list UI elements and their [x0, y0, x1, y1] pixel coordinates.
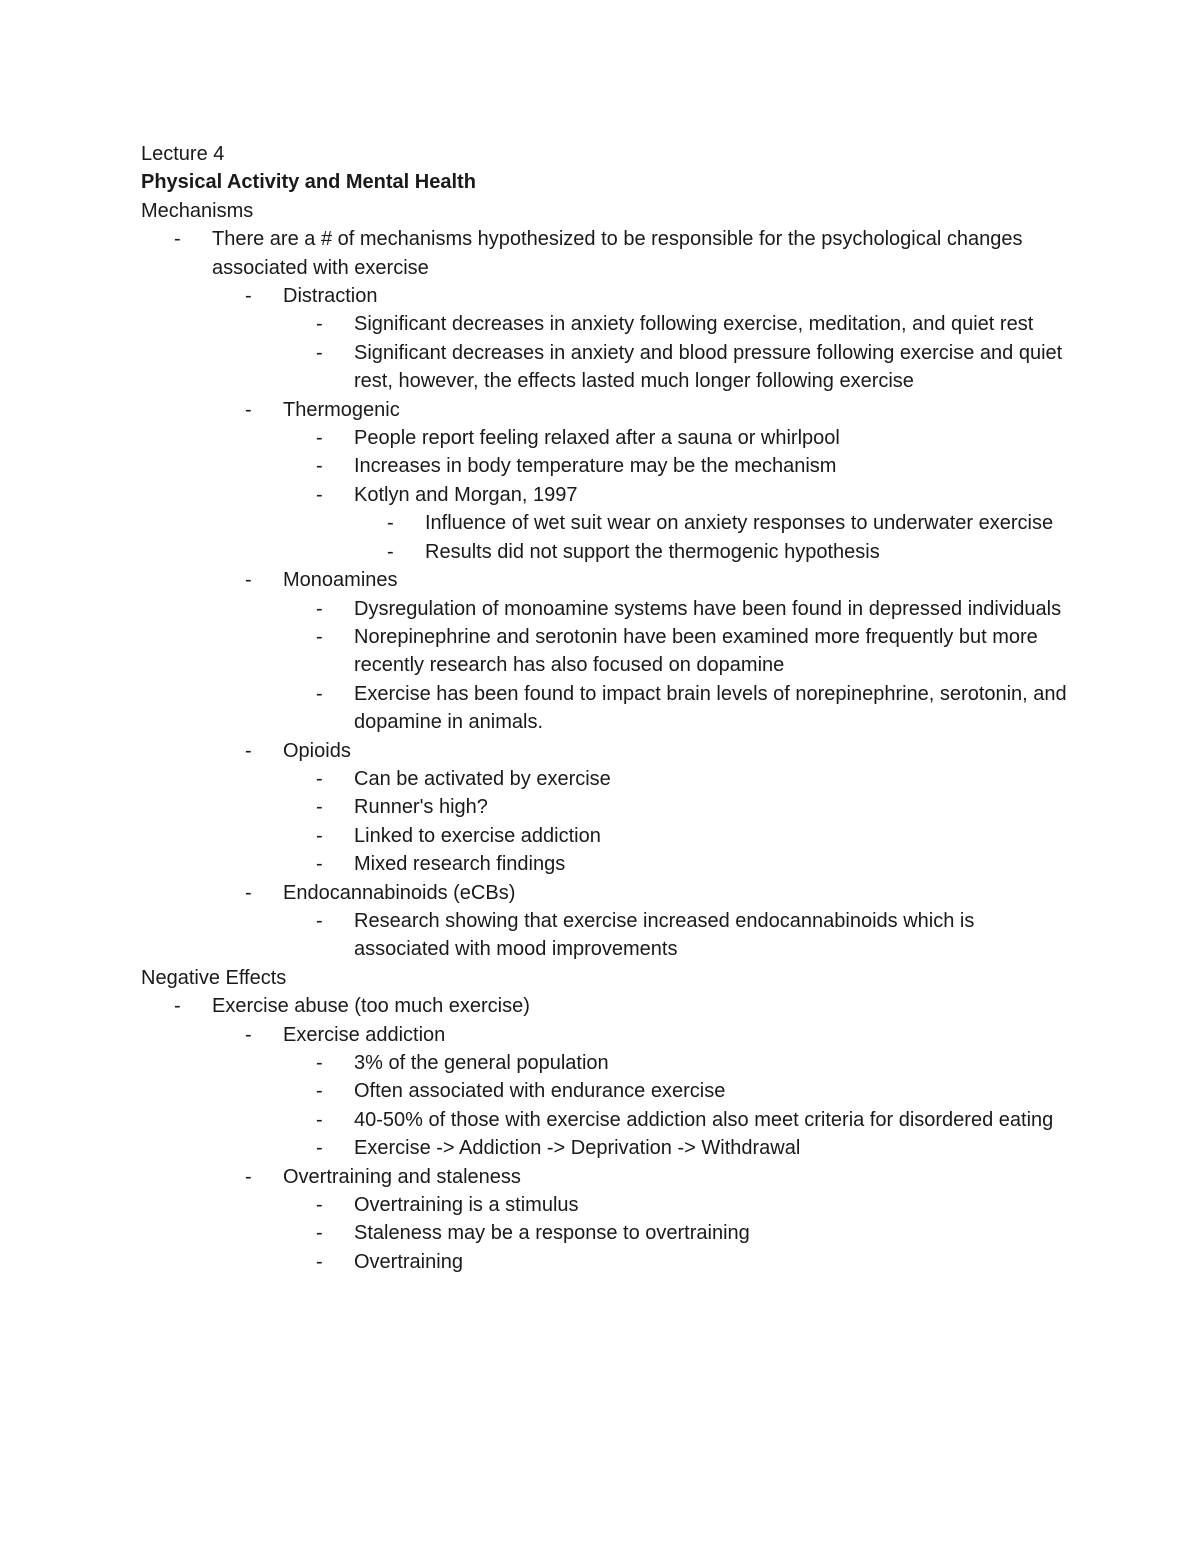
dash-bullet: - [174, 995, 181, 1018]
list-item [212, 566, 1071, 736]
bullet-list [283, 765, 1071, 879]
list-item-text: Norepinephrine and serotonin have been examined more frequently but more recently research has also focused on dopamine [354, 625, 1038, 677]
list-item [283, 1248, 1071, 1276]
list-item-text: Opioids [283, 739, 351, 762]
list-item-text: Overtraining and staleness [283, 1165, 521, 1188]
dash-bullet: - [316, 625, 323, 648]
list-item-text: Can be activated by exercise [354, 767, 611, 790]
list-item-text: Significant decreases in anxiety following exercise, meditation, and quiet rest [354, 313, 1034, 336]
list-item-text: Significant decreases in anxiety and blood pressure following exercise and quiet rest, however, the effects lasted much longer following exercise [354, 341, 1063, 393]
list-item-text: Runner's high? [354, 796, 488, 819]
list-item [283, 907, 1071, 964]
dash-bullet: - [316, 1052, 323, 1074]
dash-bullet: - [316, 1250, 323, 1273]
list-item-text: Exercise abuse (too much exercise) [212, 995, 530, 1018]
list-item-text: Staleness may be a response to overtraining [354, 1222, 750, 1245]
dash-bullet: - [316, 767, 323, 790]
dash-bullet: - [316, 313, 323, 336]
bullet-list [283, 595, 1071, 737]
dash-bullet: - [316, 1194, 323, 1217]
list-item-text: Results did not support the thermogenic hypothesis [425, 540, 880, 563]
list-item [212, 1021, 1071, 1163]
list-item-text: Distraction [283, 285, 378, 308]
list-item-text: Often associated with endurance exercise [354, 1080, 726, 1103]
list-item-text: Research showing that exercise increased endocannabinoids which is associated with mood improvements [354, 909, 975, 961]
list-item [283, 1106, 1071, 1134]
list-item-text: Exercise -> Addiction -> Deprivation -> Withdrawal [354, 1137, 801, 1160]
dash-bullet: - [387, 540, 394, 563]
list-item [283, 339, 1071, 396]
document-title: Physical Activity and Mental Health [141, 171, 476, 194]
dash-bullet: - [316, 455, 323, 478]
list-item-text: 40-50% of those with exercise addiction also meet criteria for disordered eating [354, 1108, 1054, 1131]
list-item-text: Linked to exercise addiction [354, 824, 601, 847]
lecture-label: Lecture 4 [141, 143, 225, 165]
dash-bullet: - [174, 228, 181, 251]
list-item-text: People report feeling relaxed after a sauna or whirlpool [354, 427, 840, 450]
dash-bullet: - [245, 739, 252, 762]
dash-bullet: - [316, 597, 323, 620]
list-item-text: Overtraining [354, 1250, 463, 1273]
list-item-text: Influence of wet suit wear on anxiety responses to underwater exercise [425, 512, 1054, 535]
dash-bullet: - [245, 881, 252, 904]
list-item-text: Exercise addiction [283, 1023, 446, 1046]
list-item [283, 1219, 1071, 1247]
section-heading: Negative Effects [141, 966, 287, 989]
dash-bullet: - [316, 341, 323, 364]
dash-bullet: - [387, 512, 394, 535]
list-item [354, 538, 1071, 566]
list-item-text: Monoamines [283, 569, 398, 592]
dash-bullet: - [316, 853, 323, 876]
list-item [141, 992, 1071, 1276]
list-item [283, 822, 1071, 850]
dash-bullet: - [316, 1108, 323, 1131]
bullet-list [141, 225, 1071, 964]
list-item [283, 452, 1071, 480]
list-item [354, 509, 1071, 537]
list-item-text: Dysregulation of monoamine systems have been found in depressed individuals [354, 597, 1062, 620]
list-item-text: Mixed research findings [354, 853, 566, 876]
list-item [283, 1077, 1071, 1105]
list-item [212, 737, 1071, 879]
list-item [283, 793, 1071, 821]
dash-bullet: - [316, 483, 323, 506]
dash-bullet: - [316, 1080, 323, 1103]
list-item [212, 396, 1071, 566]
dash-bullet: - [316, 1137, 323, 1160]
list-item [283, 1049, 1071, 1077]
list-item [283, 1191, 1071, 1219]
list-item-text: Endocannabinoids (eCBs) [283, 881, 516, 904]
list-item [212, 879, 1071, 964]
list-item-text: 3% of the general population [354, 1052, 609, 1074]
list-item [141, 225, 1071, 964]
list-item [212, 282, 1071, 396]
bullet-list [283, 424, 1071, 566]
list-item-text: Kotlyn and Morgan, 1997 [354, 483, 578, 506]
list-item [283, 424, 1071, 452]
dash-bullet: - [245, 1023, 252, 1046]
list-item-text: Thermogenic [283, 398, 400, 421]
list-item [283, 1134, 1071, 1162]
document-body [141, 140, 1071, 1276]
list-item-text: Increases in body temperature may be the mechanism [354, 455, 837, 478]
list-item [283, 481, 1071, 566]
dash-bullet: - [316, 427, 323, 450]
list-item [283, 850, 1071, 878]
dash-bullet: - [316, 909, 323, 932]
dash-bullet: - [316, 1222, 323, 1245]
dash-bullet: - [245, 285, 252, 308]
bullet-list [354, 509, 1071, 566]
dash-bullet: - [245, 1165, 252, 1188]
list-item [283, 310, 1071, 338]
list-item-text: Exercise has been found to impact brain levels of norepinephrine, serotonin, and dopamine in animals. [354, 682, 1067, 734]
bullet-list [283, 310, 1071, 395]
bullet-list [283, 1191, 1071, 1276]
bullet-list [212, 1021, 1071, 1277]
bullet-list [283, 907, 1071, 964]
list-item [283, 680, 1071, 737]
dash-bullet: - [316, 682, 323, 705]
dash-bullet: - [245, 569, 252, 592]
bullet-list [283, 1049, 1071, 1163]
list-item-text: There are a # of mechanisms hypothesized to be responsible for the psychological changes associated with exercise [212, 228, 1023, 279]
list-item [283, 765, 1071, 793]
section-heading: Mechanisms [141, 199, 254, 222]
list-item [283, 623, 1071, 680]
bullet-list [212, 282, 1071, 964]
dash-bullet: - [316, 796, 323, 819]
dash-bullet: - [245, 398, 252, 421]
outline-sections [141, 197, 1071, 1276]
list-item [212, 1163, 1071, 1277]
list-item-text: Overtraining is a stimulus [354, 1194, 579, 1217]
dash-bullet: - [316, 824, 323, 847]
bullet-list [141, 992, 1071, 1276]
list-item [283, 595, 1071, 623]
